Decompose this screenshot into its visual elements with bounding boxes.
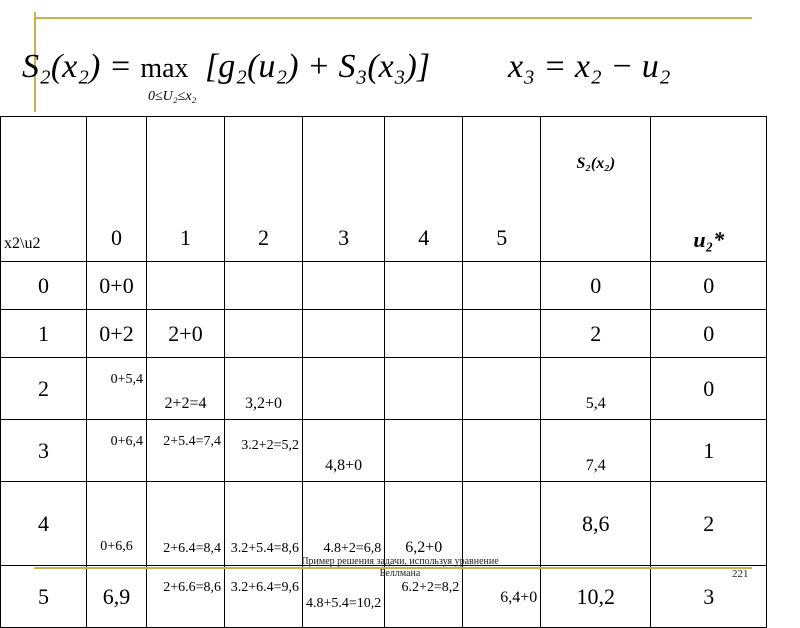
table-cell: 4.8+2=6,8 [303, 482, 385, 566]
table-cell: 6,2+0 [385, 482, 463, 566]
table-cell: 2+5.4=7,4 [147, 420, 225, 482]
table-header-cell: 3 [303, 117, 385, 262]
table-row [1, 420, 767, 482]
table-cell: 0 [1, 262, 87, 310]
table-cell [385, 420, 463, 482]
table-cell: 2 [541, 310, 651, 358]
table-cell [463, 482, 541, 566]
table-cell: 6.2+2=8,2 [385, 566, 463, 628]
table-cell: 10,2 [541, 566, 651, 628]
page-number: 221 [732, 568, 749, 580]
table-cell [463, 358, 541, 420]
table-cell: 4 [1, 482, 87, 566]
slide-footer-caption: Пример решения задачи, используя уравнение Беллмана [301, 556, 499, 579]
table-header-cell: x2\u2 [1, 117, 87, 262]
decorative-top-line [34, 17, 752, 19]
table-cell: 4,8+0 [303, 420, 385, 482]
table-cell [385, 358, 463, 420]
table-cell: 2 [1, 358, 87, 420]
table-header-cell: 2 [225, 117, 303, 262]
table-cell: 4.8+5.4=10,2 [303, 566, 385, 628]
table-row [1, 262, 767, 310]
formula-transition: x₃ = x₂ − u₂ [508, 48, 671, 85]
table-cell: 0+6,4 [87, 420, 147, 482]
table-cell [303, 310, 385, 358]
table-cell: 1 [651, 420, 767, 482]
table-header-cell: 5 [463, 117, 541, 262]
table-header-cell: 1 [147, 117, 225, 262]
table-header-cell: S₂(x₂) [541, 117, 651, 262]
formula-constraint: 0≤U₂≤x₂ [148, 89, 197, 104]
table-cell: 0 [651, 310, 767, 358]
table-row [1, 482, 767, 566]
table-cell: 2+0 [147, 310, 225, 358]
table-cell: 3 [1, 420, 87, 482]
table-cell: 0+5,4 [87, 358, 147, 420]
table-cell: 3,2+0 [225, 358, 303, 420]
table-cell: 2+2=4 [147, 358, 225, 420]
table-cell: 2 [651, 482, 767, 566]
table-cell [385, 262, 463, 310]
table-cell: 1 [1, 310, 87, 358]
table-cell: 8,6 [541, 482, 651, 566]
table-cell: 3.2+6.4=9,6 [225, 566, 303, 628]
table-cell [147, 262, 225, 310]
table-cell [225, 262, 303, 310]
table-cell [303, 262, 385, 310]
bellman-table [0, 116, 767, 628]
table-cell: 0 [651, 262, 767, 310]
table-cell [463, 310, 541, 358]
table-cell: 7,4 [541, 420, 651, 482]
table-cell: 5 [1, 566, 87, 628]
table-header-cell: u₂* [651, 117, 767, 262]
table-header-cell: 0 [87, 117, 147, 262]
table-cell [303, 358, 385, 420]
formula-max: max [140, 53, 189, 84]
table-cell: 3.2+2=5,2 [225, 420, 303, 482]
table-cell: 2+6.6=8,6 [147, 566, 225, 628]
table-cell: 3 [651, 566, 767, 628]
table-cell: 6,9 [87, 566, 147, 628]
table-cell: 0+6,6 [87, 482, 147, 566]
table-row [1, 358, 767, 420]
table-cell: 0 [541, 262, 651, 310]
table-cell [463, 420, 541, 482]
table-cell: 0 [651, 358, 767, 420]
table-cell [385, 310, 463, 358]
table-header-row [1, 117, 767, 262]
formula-body: [g₂(u₂) + S₃(x₃)] [205, 48, 431, 85]
table-cell: 0+2 [87, 310, 147, 358]
bellman-formula [22, 48, 430, 86]
table-cell: 6,4+0 [463, 566, 541, 628]
table-cell: 5,4 [541, 358, 651, 420]
table-cell [225, 310, 303, 358]
table-cell: 3.2+5.4=8,6 [225, 482, 303, 566]
table-row [1, 310, 767, 358]
table-cell: 0+0 [87, 262, 147, 310]
table-cell [463, 262, 541, 310]
table-cell: 2+6.4=8,4 [147, 482, 225, 566]
formula-lhs: S₂(x₂) = [22, 48, 132, 85]
table-header-cell: 4 [385, 117, 463, 262]
